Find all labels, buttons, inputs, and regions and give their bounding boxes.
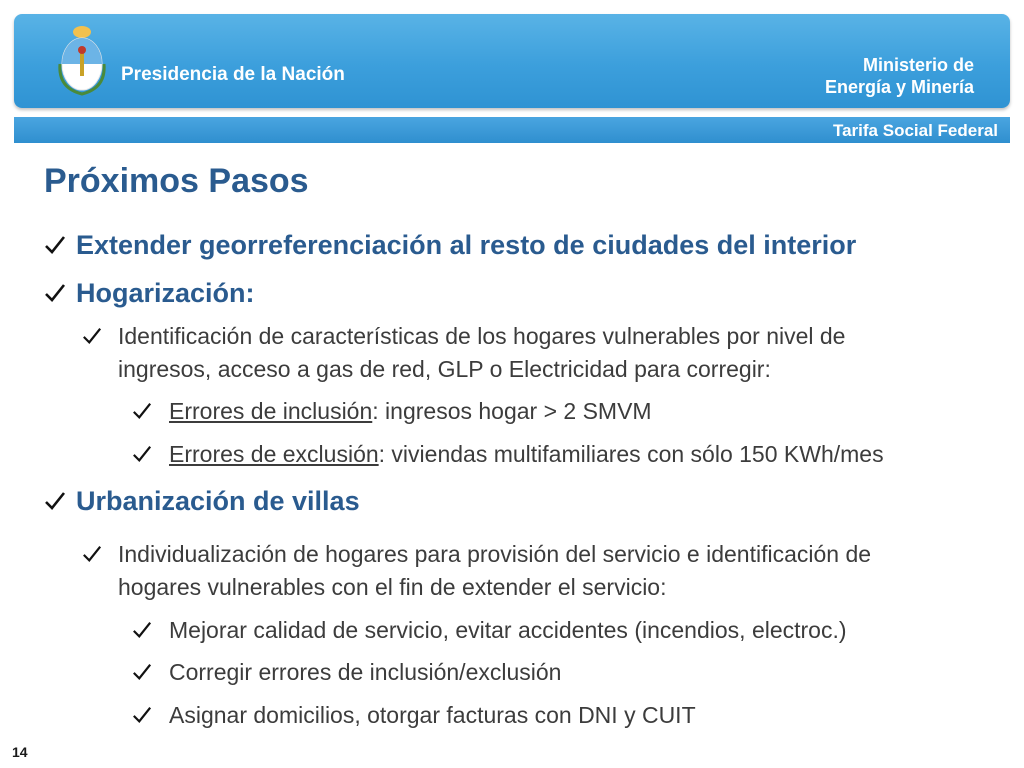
sub-bullet-line-2: ingresos, acceso a gas de red, GLP o Electricidad para corregir: [118, 356, 771, 382]
sub-sub-bullet-text: Corregir errores de inclusión/exclusión [169, 659, 562, 685]
exclusion-errors-detail: : viviendas multifamiliares con sólo 150 KWh/mes [378, 441, 884, 467]
sub-bullet-item [82, 320, 1002, 386]
checkmark-icon [132, 444, 152, 464]
inclusion-errors-label: Errores de inclusión [169, 398, 373, 424]
presidency-label: Presidencia de la Nación [121, 64, 345, 85]
sub-sub-bullet-text: Asignar domicilios, otorgar facturas con DNI y CUIT [169, 702, 696, 728]
page-number: 14 [12, 744, 28, 760]
sub-bullet-line-1: Individualización de hogares para provisión del servicio e identificación de [118, 541, 872, 567]
checkmark-icon [132, 705, 152, 725]
ministry-label [825, 54, 974, 98]
sub-sub-bullet-text [169, 441, 884, 468]
argentina-coat-of-arms-icon [54, 24, 110, 98]
bullet-item [44, 278, 1004, 312]
bullet-text: Hogarización: [76, 278, 255, 308]
header-banner [14, 14, 1010, 108]
sub-bullet-text [118, 538, 871, 604]
checkmark-icon [44, 490, 66, 512]
bullet-text: Urbanización de villas [76, 486, 360, 516]
sub-sub-bullet-item [132, 617, 1002, 647]
sub-sub-bullet-text: Mejorar calidad de servicio, evitar accidentes (incendios, electroc.) [169, 617, 847, 643]
sub-bullet-item [82, 538, 1002, 604]
program-bar [14, 117, 1010, 143]
checkmark-icon [82, 544, 102, 564]
slide-title: Próximos Pasos [44, 162, 309, 200]
checkmark-icon [44, 282, 66, 304]
exclusion-errors-label: Errores de exclusión [169, 441, 379, 467]
program-label: Tarifa Social Federal [832, 121, 998, 140]
checkmark-icon [82, 326, 102, 346]
sub-sub-bullet-text [169, 398, 652, 425]
sub-sub-bullet-item [132, 659, 1002, 689]
sub-bullet-line-1: Identificación de características de los hogares vulnerables por nivel de [118, 323, 846, 349]
checkmark-icon [132, 620, 152, 640]
sub-sub-bullet-item [132, 398, 1002, 428]
inclusion-errors-detail: : ingresos hogar > 2 SMVM [372, 398, 652, 424]
sub-bullet-text [118, 320, 845, 386]
bullet-item [44, 486, 1004, 520]
checkmark-icon [132, 401, 152, 421]
ministry-line-1: Ministerio de [862, 55, 974, 75]
bullet-item [44, 230, 1004, 264]
bullet-text: Extender georreferenciación al resto de ciudades del interior [76, 230, 857, 260]
sub-sub-bullet-item [132, 702, 1002, 732]
sub-bullet-line-2: hogares vulnerables con el fin de extender el servicio: [118, 574, 667, 600]
sub-sub-bullet-item [132, 441, 1002, 471]
checkmark-icon [44, 234, 66, 256]
checkmark-icon [132, 662, 152, 682]
ministry-line-2: Energía y Minería [824, 77, 974, 97]
